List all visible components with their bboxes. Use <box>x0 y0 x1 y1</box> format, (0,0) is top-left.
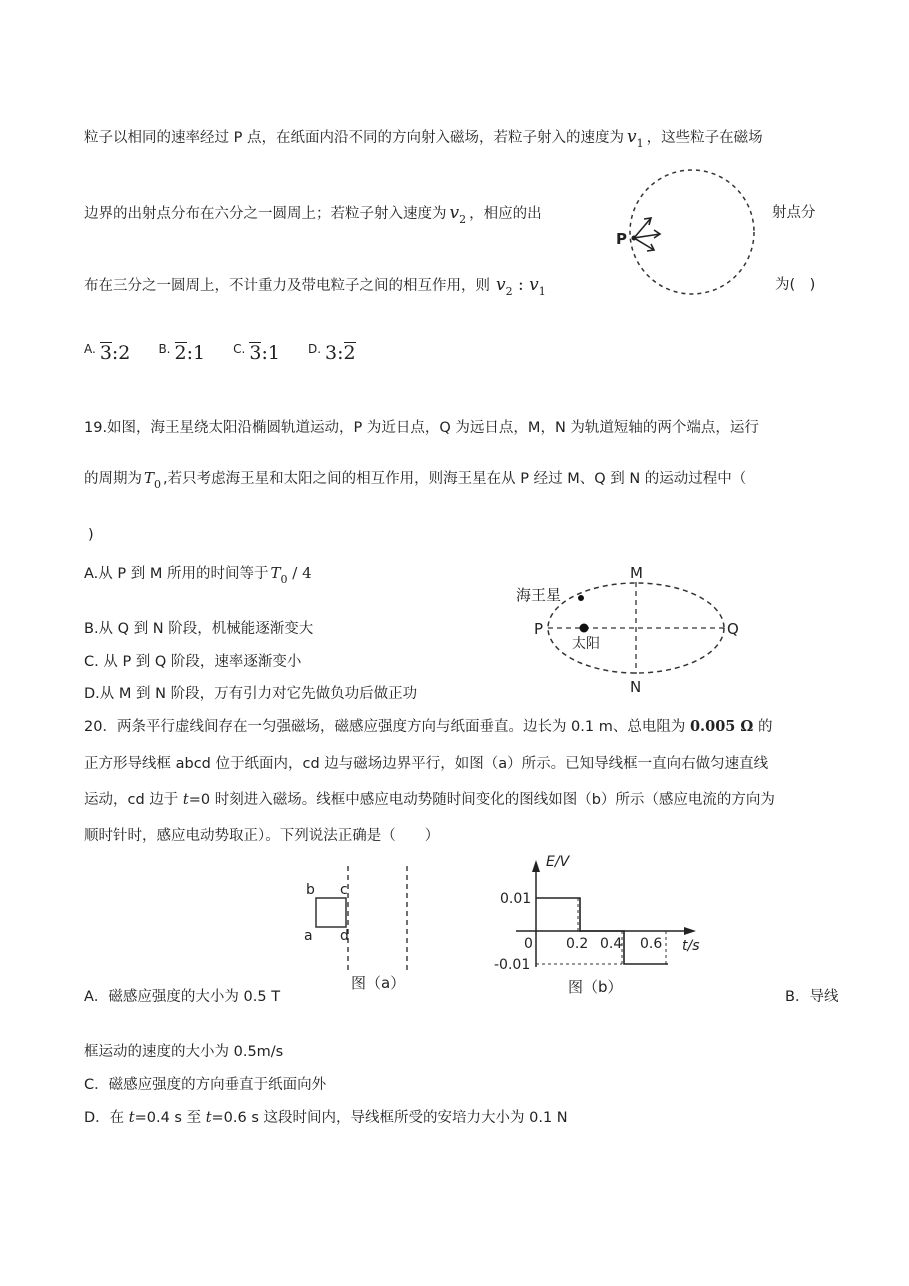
q20-line-4: 顺时针时，感应电动势取正）。下列说法正确是（ ） <box>84 828 440 844</box>
boundary-circle <box>630 170 754 294</box>
x-axis-label: t/s <box>682 938 700 954</box>
label-n: N <box>630 678 642 696</box>
resistance-value: 0.005 Ω <box>689 718 754 735</box>
q20-option-a: A．磁感应强度的大小为 0.5 T <box>84 989 281 1005</box>
t0-symbol: $T_0 / 4$ <box>270 564 312 586</box>
q19-line-1: 19.如图，海王星绕太阳沿椭圆轨道运动，P 为近日点，Q 为远日点，M，N 为轨道短轴的两个端点，运行 <box>84 420 759 436</box>
label-d: d <box>340 928 349 944</box>
q19-option-c: C. 从 P 到 Q 阶段，速率逐渐变小 <box>84 654 302 670</box>
q20-option-b-start: B．导线 <box>785 989 839 1005</box>
q19-option-d: D.从 M 到 N 阶段，万有引力对它先做负功后做正功 <box>84 686 418 702</box>
label-b: b <box>306 882 315 898</box>
x-tick-0-4: 0.4 <box>600 936 623 952</box>
option-b: $^{B.}$ 2:1 <box>158 342 206 364</box>
label-p: P <box>534 620 544 638</box>
label-a: a <box>304 928 313 944</box>
q20-line-1: 20．两条平行虚线间存在一匀强磁场，磁感应强度方向与纸面垂直。边长为 0.1 m、总电阻为 0.005 Ω 的 <box>84 718 773 735</box>
q20-option-b-cont: 框运动的速度的大小为 0.5m/s <box>84 1044 284 1060</box>
sun <box>580 624 589 633</box>
x-axis-arrow <box>684 927 696 935</box>
origin-label: 0 <box>524 936 533 952</box>
velocity-arrows <box>634 218 660 251</box>
y-tick-neg: -0.01 <box>494 957 531 973</box>
q19-orbit-figure <box>508 560 748 700</box>
caption-a: 图（a） <box>351 974 406 992</box>
q18-text: ，这些粒子在磁场 <box>646 130 763 146</box>
t0-symbol: $T_0$ <box>144 469 162 491</box>
caption-b: 图（b） <box>568 978 623 996</box>
q18-line-3 <box>84 276 546 301</box>
label-q: Q <box>727 620 739 638</box>
q19-option-b: B.从 Q 到 N 阶段，机械能逐渐变大 <box>84 621 314 637</box>
q20-figure-a <box>296 858 426 996</box>
q18-circle-figure <box>608 160 766 300</box>
x-tick-0-6: 0.6 <box>640 936 663 952</box>
q20-option-d: D．在 t=0.4 s 至 t=0.6 s 这段时间内，导线框所受的安培力大小为 0.1 N <box>84 1110 568 1126</box>
neptune <box>578 595 584 601</box>
q18-line-2-end: 射点分 <box>772 205 816 221</box>
q18-line-1 <box>84 128 763 153</box>
q19-option-a: A.从 P 到 M 所用的时间等于 $T_0 / 4$ <box>84 564 312 586</box>
option-d: $^{D.}$ 3:2 <box>307 342 356 364</box>
label-neptune: 海王星 <box>516 586 562 604</box>
ratio-expression: $v_2$ : $v_1$ <box>496 275 546 298</box>
option-a: $^{A.}$ 3:2 <box>84 342 131 364</box>
q18-text: 粒子以相同的速率经过 P 点，在纸面内沿不同的方向射入磁场，若粒子射入的速度为 <box>84 130 624 146</box>
label-sun: 太阳 <box>572 636 600 652</box>
q18-line-3-end: 为( ) <box>775 277 816 293</box>
q19-line-2: 的周期为 $T_0$ ,若只考虑海王星和太阳之间的相互作用，则海王星在从 P 经过 M、Q 到 N 的运动过程中（ <box>84 469 747 491</box>
y-tick-pos: 0.01 <box>500 891 532 907</box>
x-tick-0-2: 0.2 <box>566 936 589 952</box>
q20-line-2: 正方形导线框 abcd 位于纸面内，cd 边与磁场边界平行，如图（a）所示。已知导线框一直向右做匀速直线 <box>84 756 769 772</box>
label-c: c <box>340 882 348 898</box>
v2-symbol: $v_2$ <box>449 203 467 226</box>
v1-symbol: $v_1$ <box>626 127 644 150</box>
q18-text: 边界的出射点分布在六分之一圆周上；若粒子射入速度为 <box>84 206 447 222</box>
q18-line-2 <box>84 204 542 229</box>
q19-line-3: ) <box>88 527 94 543</box>
q18-text: 布在三分之一圆周上，不计重力及带电粒子之间的相互作用，则 <box>84 278 490 294</box>
label-m: M <box>630 564 643 582</box>
q18-text: ，相应的出 <box>469 206 542 222</box>
option-c: $^{C.}$ 3:1 <box>233 342 280 364</box>
y-axis-arrow <box>532 860 540 872</box>
square-loop <box>316 898 346 927</box>
label-p: P <box>616 230 627 248</box>
q20-figure-b <box>470 852 710 1002</box>
q18-options <box>84 336 356 366</box>
q20-option-c: C．磁感应强度的方向垂直于纸面向外 <box>84 1077 327 1093</box>
y-axis-label: E/V <box>546 854 570 870</box>
q20-line-3: 运动，cd 边于 t=0 时刻进入磁场。线框中感应电动势随时间变化的图线如图（b）所示（感应电流的方向为 <box>84 792 775 808</box>
